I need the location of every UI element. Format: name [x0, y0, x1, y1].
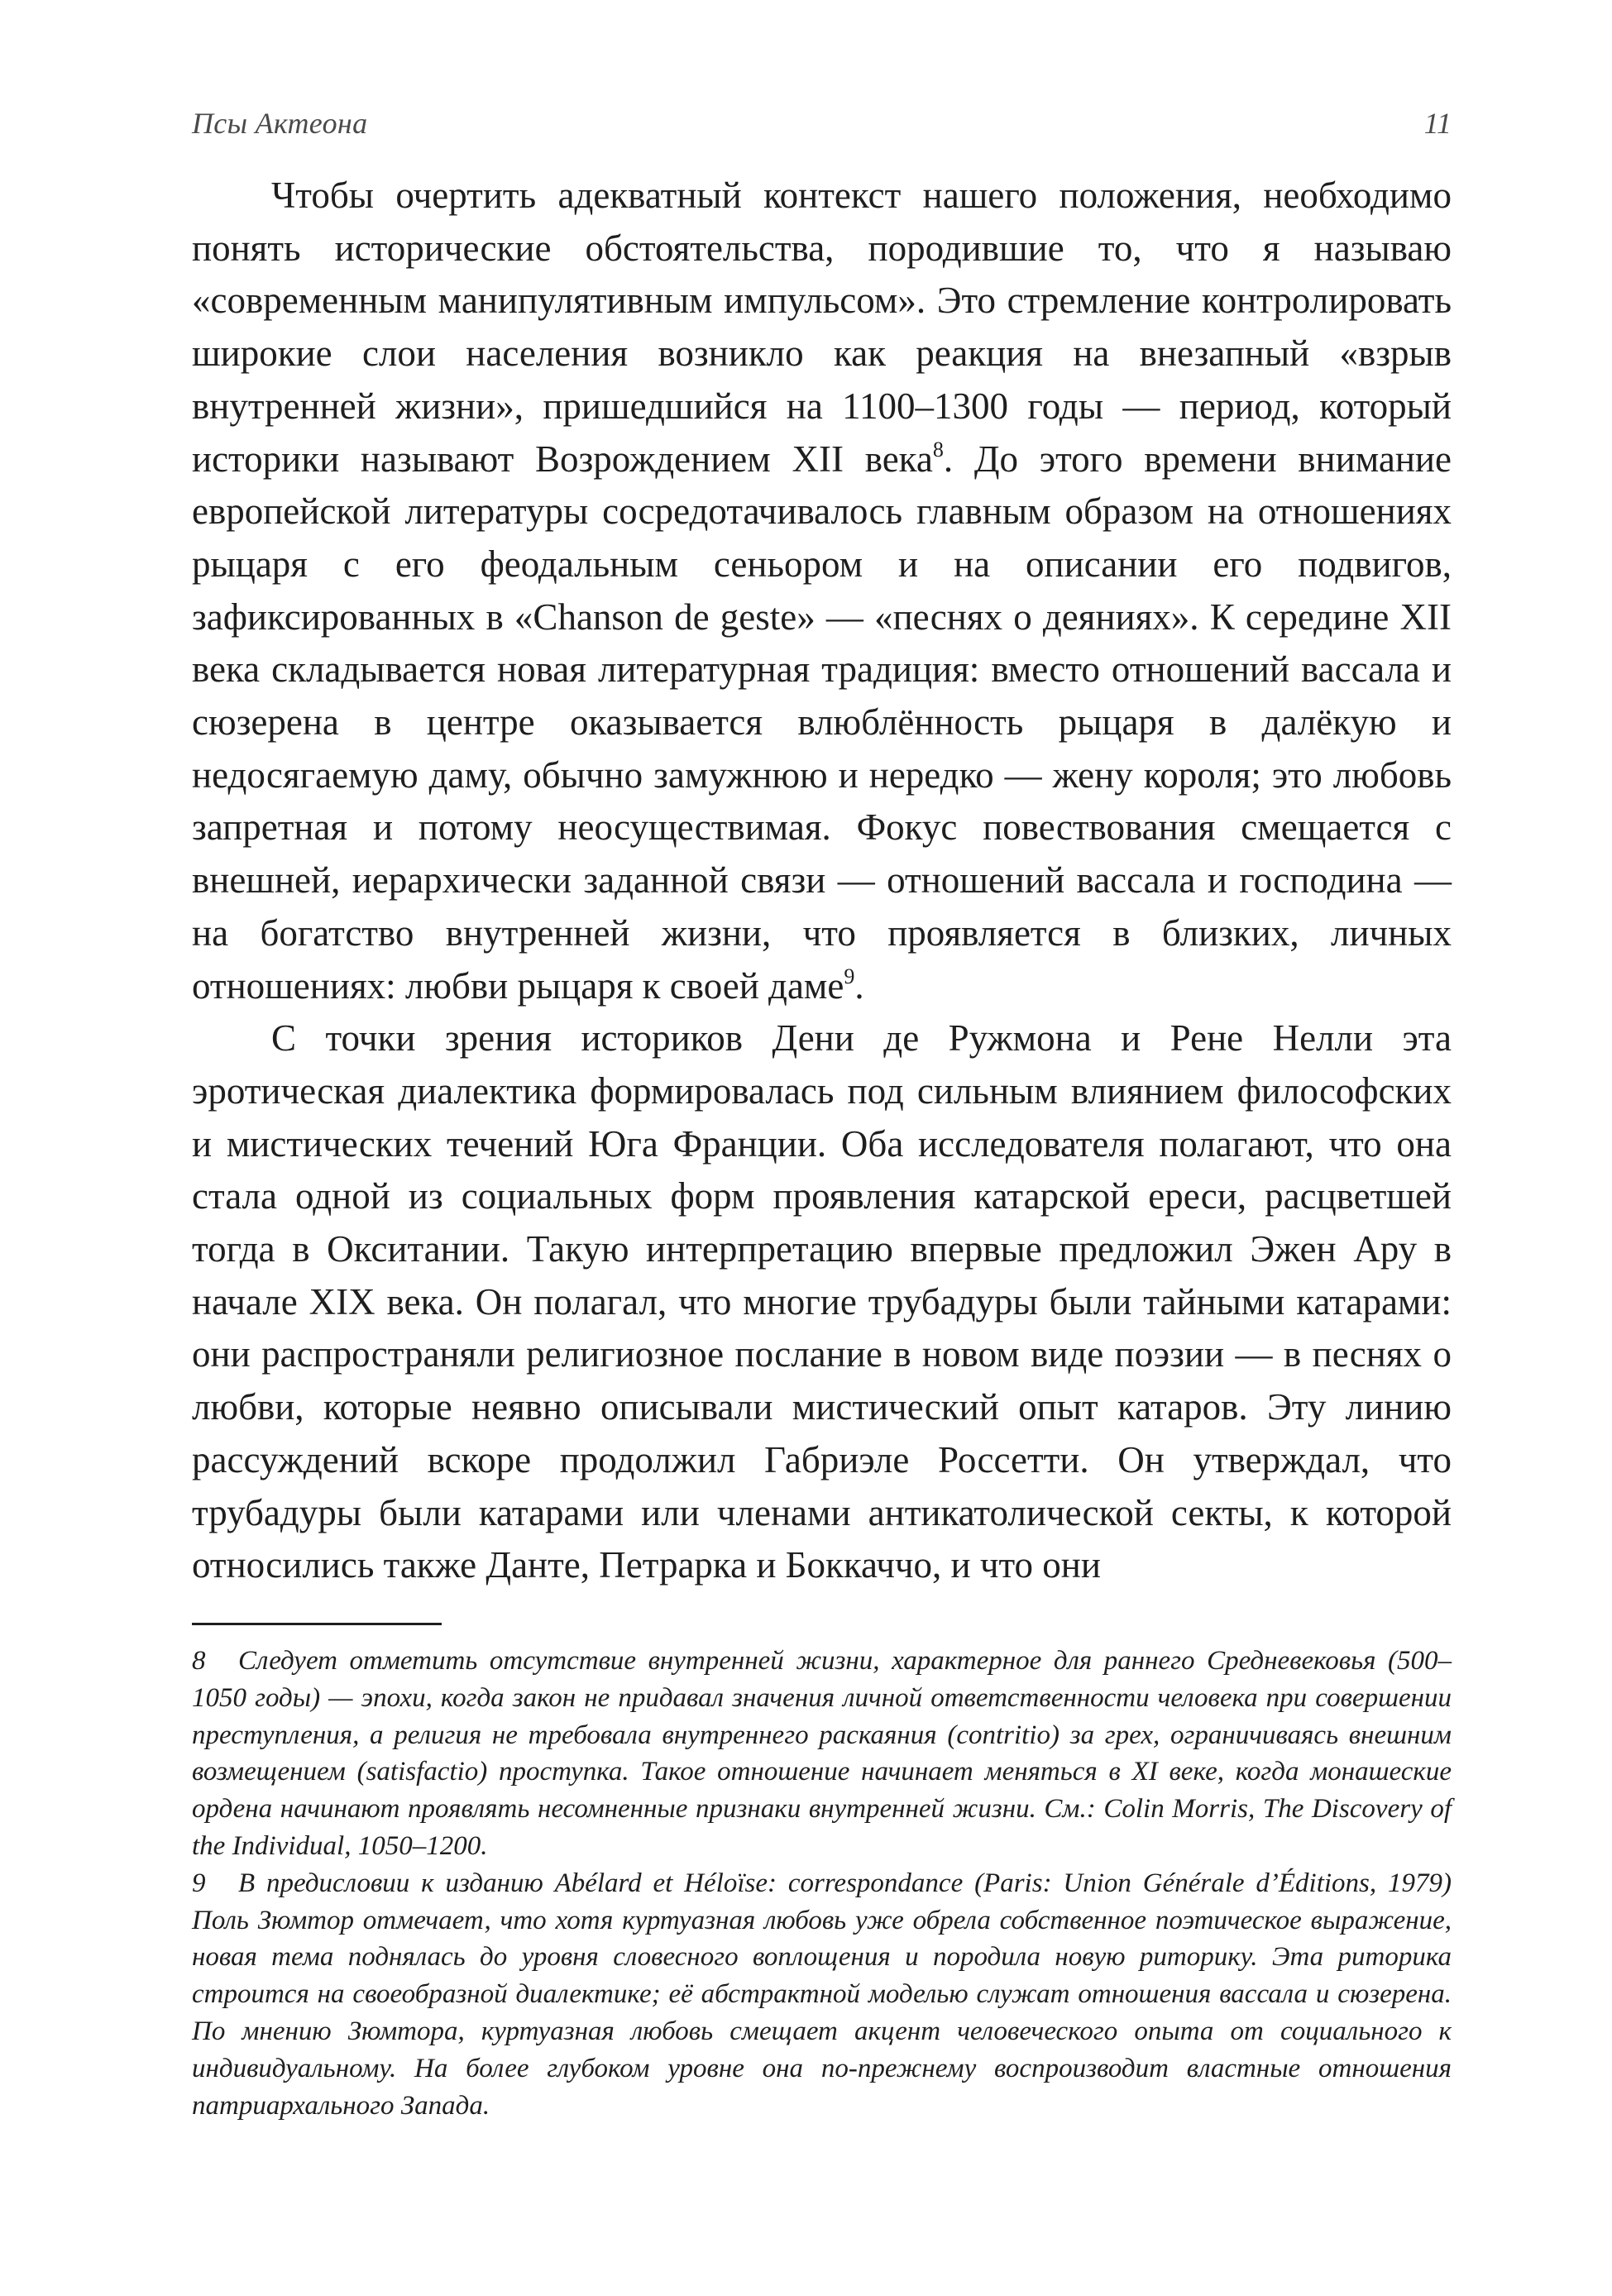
footnote-reference[interactable]: 8 — [932, 437, 944, 462]
footnotes — [192, 1643, 1452, 2124]
footnote-text: Следует отметить отсутствие внутренней жизни, характерное для раннего Средневековья (500–1050 годы) — эпохи, когда закон не придавал значения личной ответственности человека при совершении преступления, а религия не требовала внутреннего раскаяния (contritio) за грех, ограничиваясь внешним возмещением (satisfactio) проступка. Такое отношение начинает меняться в XI веке, когда монашеские ордена начинают проявлять несомненные признаки внутренней жизни. См.: Colin Morris, The Discovery of the Individual, 1050–1200. — [192, 1646, 1452, 1861]
footnote-reference[interactable]: 9 — [844, 964, 855, 988]
footnote-number: 9 — [192, 1868, 206, 1898]
page-number: 11 — [1423, 107, 1452, 140]
footnote — [192, 1643, 1452, 1865]
paragraph — [192, 170, 1452, 1012]
paragraph-text: . — [854, 964, 864, 1007]
running-title: Псы Актеона — [192, 107, 368, 140]
footnote-text: В предисловии к изданию Abélard et Héloïse: correspondance (Paris: Union Générale d’Éditions, 1979) Поль Зюмтор отмечает, что хотя куртуазная любовь уже обрела собственное поэтическое выражение, новая тема поднялась до уровня словесного воплощения и породила новую риторику. Эта риторика строится на своеобразной диалектике; её абстрактной моделью служат отношения вассала и сюзерена. По мнению Зюмтора, куртуазная любовь смещает акцент человеческого опыта от социального к индивидуальному. На более глубоком уровне она по-прежнему воспроизводит властные отношения патриархального Запада. — [192, 1868, 1452, 2121]
paragraph-text: . До этого времени внимание европейской литературы сосредотачивалось главным образом на отношениях рыцаря с его феодальным сеньором и на описании его подвигов, зафиксированных в «Chanson de geste» — «песнях о деяниях». К середине XII века складывается новая литературная традиция: вместо отношений вассала и сюзерена в центре оказывается влюблённость рыцаря в далёкую и недосягаемую даму, обычно замужнюю и нередко — жену короля; это любовь запретная и потому неосуществимая. Фокус повествования смещается с внешней, иерархически заданной связи — отношений вассала и господина — на богатство внутренней жизни, что проявляется в близких, личных отношениях: любви рыцаря к своей даме — [192, 438, 1452, 1007]
footnote — [192, 1865, 1452, 2125]
paragraph-text: Чтобы очертить адекватный контекст нашего положения, необходимо понять исторические обстоятельства, породившие то, что я называю «современным манипулятивным импульсом». Это стремление контролировать широкие слои населения возникло как реакция на внезапный «взрыв внутренней жизни», пришедшийся на 1100–1300 годы — период, который историки называют Возрождением XII века — [192, 175, 1452, 480]
footnote-number: 8 — [192, 1646, 206, 1676]
paragraph: С точки зрения историков Дени де Ружмона и Рене Нелли эта эротическая диалектика формировалась под сильным влиянием философских и мистических течений Юга Франции. Оба исследователя полагают, что она стала одной из социальных форм проявления катарской ереси, расцветшей тогда в Окситании. Такую интерпретацию впервые предложил Эжен Ару в начале XIX века. Он полагал, что многие трубадуры были тайными катарами: они распространяли религиозное послание в новом виде поэзии — в песнях о любви, которые неявно описывали мистический опыт катаров. Эту линию рассуждений вскоре продолжил Габриэле Россетти. Он утверждал, что трубадуры были катарами или членами антикатолической секты, к которой относились также Данте, Петрарка и Боккаччо, и что они — [192, 1017, 1452, 1586]
main-text — [192, 170, 1452, 1592]
footnote-separator — [192, 1623, 442, 1625]
